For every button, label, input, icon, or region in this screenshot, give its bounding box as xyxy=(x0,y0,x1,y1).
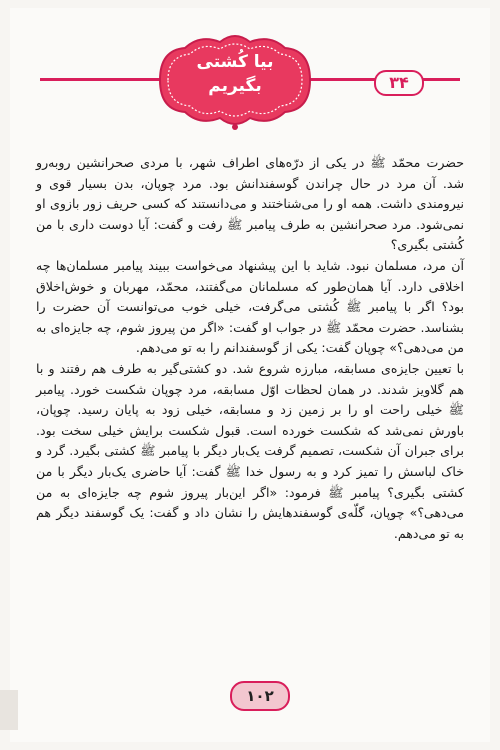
chapter-number-badge: ۳۴ xyxy=(374,70,424,96)
page-number: ۱۰۲ xyxy=(230,681,290,711)
title-badge xyxy=(140,30,330,130)
story-text xyxy=(36,153,464,544)
paragraph-1: حضرت محمّد ﷺ در یکی از درّه‌های اطراف شهر، با مردی صحرانشین روبه‌رو شد. آن مرد در حال چراندن گوسفندانش بود. مرد چوپان، بدن بسیار قوی و نیرومندی داشت. همه او را می‌شناختند و می‌دانستند که کسی حریف زور بازوی او نمی‌شود. مرد صحرانشین به طرف پیامبر ﷺ رفت و گفت: آیا دوست داری با من کُشتی بگیری؟ xyxy=(36,155,464,253)
paragraph-2: آن مرد، مسلمان نبود. شاید با این پیشنهاد می‌خواست ببیند پیامبر مسلمان‌ها چه اخلاقی دارد. آیا همان‌طور که مسلمانان می‌گفتند، محمّد، مهربان و خوش‌اخلاق بود؟ اگر با پیامبر ﷺ کُشتی می‌گرفت، خیلی خوب می‌توانست آن حضرت را بشناسد. حضرت محمّد ﷺ در جواب او گفت: «اگر من پیروز شوم، چه جایزه‌ای به من می‌دهی؟» چوپان گفت: یکی از گوسفندانم را به تو می‌دهم. xyxy=(36,257,464,356)
book-page xyxy=(10,8,490,742)
chapter-title-line1: بیا کُشتی xyxy=(196,52,274,72)
chapter-title-line2: بگیریم xyxy=(208,76,262,96)
page-edge-mark xyxy=(0,690,18,730)
paragraph-3: با تعیین جایزه‌ی مسابقه، مبارزه شروع شد. دو کشتی‌گیر به طرف هم رفتند و با هم گلاویز شدند. در همان لحظات اوّل مسابقه، مرد چوپان شکست خورد. پیامبر ﷺ خیلی راحت او را بر زمین زد و مسابقه، خیلی زود به پایان رسید. چوپان، باورش نمی‌شد که شکست خورده است. قبول شکست برایش خیلی سخت بود. برای جبران آن شکست، تصمیم گرفت یک‌بار دیگر با پیامبر ﷺ کشتی بگیرد. گرد و خاک لباسش را تمیز کرد و به رسول خدا ﷺ گفت: آیا حاضری یک‌بار دیگر با من کشتی بگیری؟ پیامبر ﷺ فرمود: «اگر این‌بار پیروز شوم چه جایزه‌ای به من می‌دهی؟» چوپان، گلّه‌ی گوسفندهایش را نشان داد و گفت: یک گوسفند دیگر هم به تو می‌دهم. xyxy=(36,360,464,541)
